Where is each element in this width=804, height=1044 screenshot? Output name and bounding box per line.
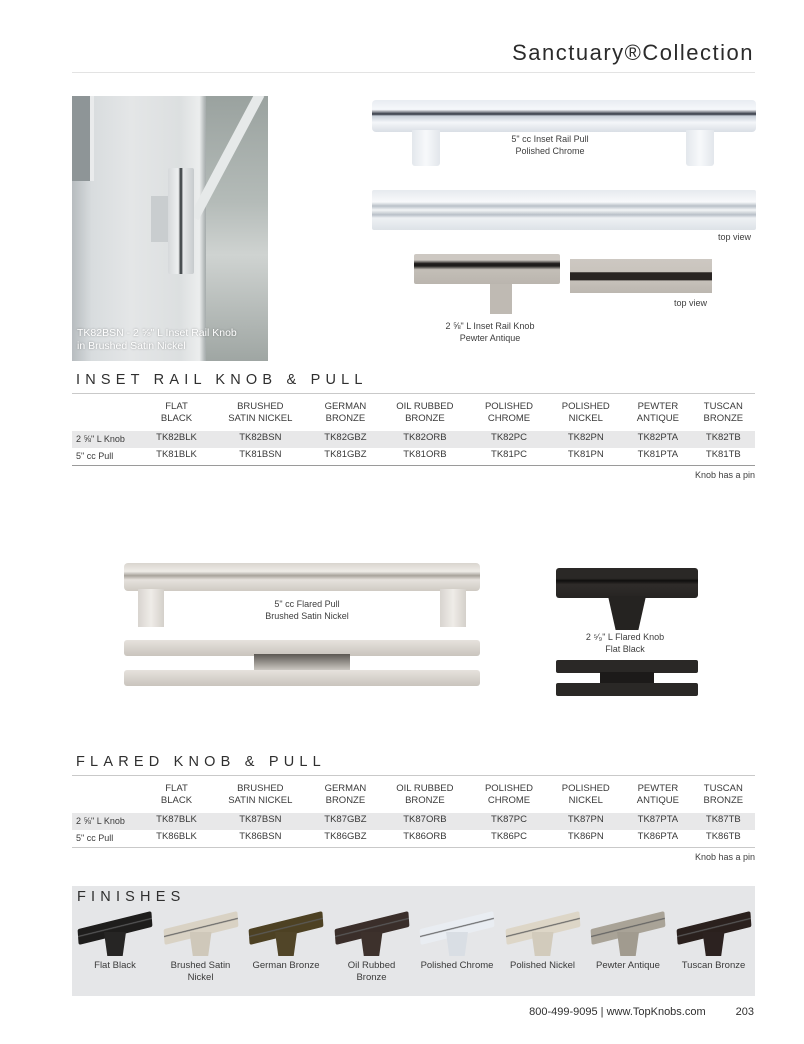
inset-knob-label [430,320,550,344]
sku-cell: TK81PN [567,449,604,460]
col-header: PEWTER ANTIQUE [636,783,680,806]
sku-cell: TK87TB [692,813,755,830]
finish-label: Polished Chrome [420,960,494,971]
rail [556,683,698,696]
finish-label: German Bronze [252,960,320,971]
sku-cell: TK86BLK [156,831,197,842]
label-line1: 5" cc Flared Pull [274,599,340,609]
knob-bar [414,254,560,284]
sku-cell: TK82PTA [624,431,692,448]
finish-swatch [501,914,585,972]
sku-cell: TK86PN [567,831,604,842]
finishes-title: FINISHES [77,889,186,905]
sku-cell: TK86PTA [637,831,679,842]
col-header: OIL RUBBED BRONZE [396,783,454,806]
col-header: POLISHED NICKEL [561,401,610,424]
flared-pull-top-view [124,640,480,686]
finish-label: Flat Black [94,960,136,971]
sku-cell: TK86TB [705,831,741,842]
flared-knob-image [556,568,698,630]
label-line2: Brushed Satin Nickel [265,611,349,621]
pull-bar [124,563,480,591]
sku-cell: TK82BSN [209,431,312,448]
section-divider [72,775,755,776]
cabinet-frame [72,96,94,181]
sku-cell: TK81GBZ [324,449,367,460]
finish-knob-icon [675,914,753,958]
label-line1: 2 ⁵⁄₉" L Flared Knob [585,632,665,642]
sku-cell: TK81PC [491,449,527,460]
sku-cell: TK87ORB [379,813,470,830]
col-header: POLISHED CHROME [484,401,533,424]
finish-swatch [159,914,243,984]
sku-cell: TK81PTA [637,449,679,460]
finish-swatch [672,914,756,972]
inset-rail-knob-image [414,254,560,314]
hero-caption-line1: TK82BSN - 2 ⅝" L Inset Rail Knob [77,327,237,339]
table-row [72,813,755,830]
row-label: 2 ⅝" L Knob [72,431,144,448]
col-header: PEWTER ANTIQUE [636,401,680,424]
col-header: OIL RUBBED BRONZE [396,401,454,424]
col-header: GERMAN BRONZE [324,783,367,806]
sku-cell: TK82TB [692,431,755,448]
section-title-inset-rail: INSET RAIL KNOB & PULL [76,372,368,388]
finish-label: Tuscan Bronze [681,960,746,971]
label-line2: Pewter Antique [459,333,521,343]
inset-rail-spec-table [72,401,755,465]
finish-label: Pewter Antique [596,960,660,971]
knob-stem [190,932,212,956]
sku-cell: TK82GBZ [312,431,380,448]
col-header: BRUSHED SATIN NICKEL [228,401,293,424]
knob-stem [703,932,725,956]
col-header: GERMAN BRONZE [324,401,367,424]
label-line2: Polished Chrome [515,146,585,156]
finish-label: Polished Nickel [510,960,575,971]
pull-leg [138,589,164,627]
finish-swatch [73,914,157,972]
sku-cell: TK81ORB [403,449,447,460]
pull-leg [440,589,466,627]
flared-pull-label [242,598,372,622]
sku-cell: TK82BLK [144,431,209,448]
finish-knob-icon [589,914,667,958]
table-bottom-rule [72,847,755,848]
label-line1: 2 ⅝" L Inset Rail Knob [445,321,535,331]
hero-caption [77,327,237,353]
knob-stem [490,284,512,314]
hero-photo [72,96,268,361]
table-bottom-rule [72,465,755,466]
col-header: FLAT BLACK [160,783,193,806]
label-line1: 5" cc Inset Rail Pull [511,134,589,144]
col-header: TUSCAN BRONZE [703,401,744,424]
header-blank [72,401,144,431]
label-line2: Flat Black [605,644,645,654]
finish-swatch [330,914,414,984]
footer-contact: 800-499-9095 | www.TopKnobs.com [529,1006,706,1018]
flared-spec-table [72,783,755,847]
finishes-panel [72,886,755,996]
finish-swatch [415,914,499,972]
header-blank [72,783,144,813]
finish-label: Brushed Satin Nickel [170,960,231,983]
section-title-flared: FLARED KNOB & PULL [76,754,326,770]
inset-pull-label [490,133,610,157]
knob-stem [104,932,126,956]
row-label: 5" cc Pull [76,451,114,461]
section-divider [72,393,755,394]
knob-stem [361,932,383,956]
rail [124,670,480,686]
hero-caption-line2: in Brushed Satin Nickel [77,340,186,352]
sku-cell: TK82PN [547,431,624,448]
sku-cell: TK87PC [471,813,548,830]
pull-leg [686,130,714,166]
sku-cell: TK81BSN [239,449,282,460]
row-label: 5" cc Pull [76,833,114,843]
flared-knob-top-view [556,660,698,696]
page-number: 203 [735,1006,754,1018]
row-label: 2 ⅝" L Knob [72,813,144,830]
sku-cell: TK87PTA [624,813,692,830]
sku-cell: TK81TB [705,449,741,460]
table-header-row [72,401,755,431]
finish-swatch [586,914,670,972]
col-header: POLISHED NICKEL [561,783,610,806]
top-view-note: top view [674,298,708,308]
table-row [72,448,755,465]
knob-stem [275,932,297,956]
finish-knob-icon [504,914,582,958]
sku-cell: TK81BLK [156,449,197,460]
sku-cell: TK82PC [471,431,548,448]
knob-pin-note: Knob has a pin [694,852,755,862]
pull-leg [412,130,440,166]
sku-cell: TK87BLK [144,813,209,830]
finish-label: Oil Rubbed Bronze [347,960,396,983]
finish-knob-icon [333,914,411,958]
knob-stem [608,596,646,630]
table-row [72,431,755,448]
col-header: FLAT BLACK [160,401,193,424]
knob-pin-note: Knob has a pin [694,470,755,480]
sku-cell: TK87PN [547,813,624,830]
sku-cell: TK87GBZ [312,813,380,830]
col-header: BRUSHED SATIN NICKEL [228,783,293,806]
knob-stem [617,932,639,956]
knob-stem [532,932,554,956]
title-divider [72,72,755,73]
knob-bar [168,168,194,274]
inset-rail-knob-top-view [570,259,712,293]
sku-cell: TK86PC [491,831,527,842]
sku-cell: TK86GBZ [324,831,367,842]
pull-bar [372,100,756,132]
col-header: POLISHED CHROME [484,783,533,806]
finish-knob-icon [247,914,325,958]
table-row [72,830,755,847]
sku-cell: TK86ORB [403,831,447,842]
top-view-note: top view [718,232,752,242]
col-header: TUSCAN BRONZE [703,783,744,806]
finish-knob-icon [418,914,496,958]
sku-cell: TK86BSN [239,831,282,842]
inset-rail-pull-top-view [372,190,756,230]
finish-knob-icon [162,914,240,958]
footer [529,1006,754,1018]
finish-swatch [244,914,328,972]
sku-cell: TK82ORB [379,431,470,448]
finish-knob-icon [76,914,154,958]
flared-knob-label [570,631,680,655]
table-header-row [72,783,755,813]
knob-bar [556,568,698,598]
knob-stem [446,932,468,956]
sku-cell: TK87BSN [209,813,312,830]
page-title: Sanctuary®Collection [512,40,754,65]
